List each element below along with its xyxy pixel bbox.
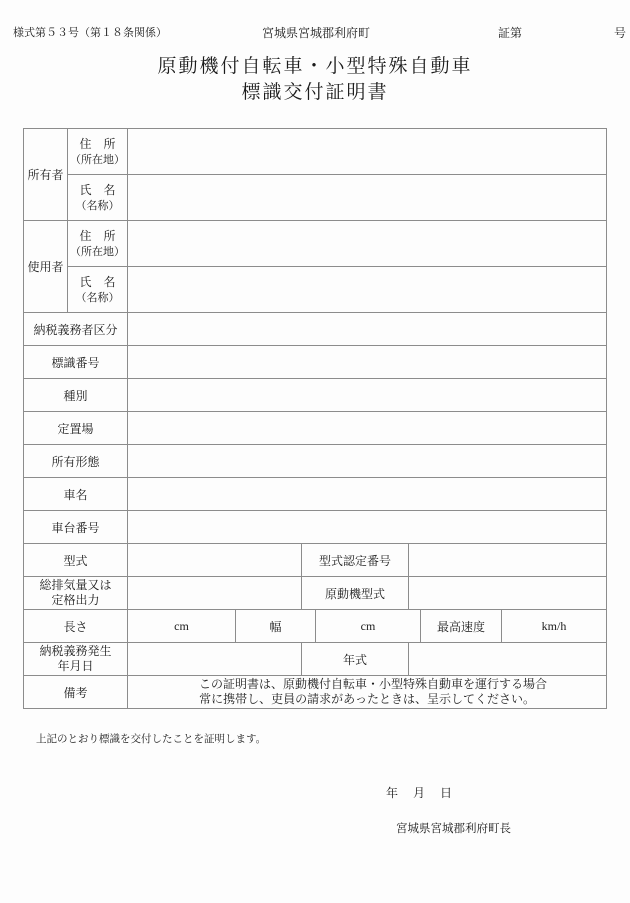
form-subtitle: 標識交付証明書 [241,82,389,103]
storage-location-value [128,412,607,445]
owner-name-value [128,175,607,221]
user-address-value [128,221,607,267]
chassis-number-value [128,511,607,544]
tax-obligation-date-value [128,643,302,676]
user-name-label [68,267,128,313]
row-label-model: 型式 [24,544,128,577]
displacement-label-line2: 定格出力 [51,593,100,607]
remarks-text-line1: この証明書は、原動機付自転車・小型特殊自動車を運行する場合 [187,677,548,691]
owner-address-label-line2: （所在地） [70,153,125,166]
row-label-model-approval-number: 型式認定番号 [302,544,409,577]
row-label-chassis-number: 車台番号 [24,511,128,544]
row-label-vehicle-type: 種別 [24,379,128,412]
plate-number-value [128,346,607,379]
cert-number-prefix: 証第 [498,26,523,40]
owner-address-label [68,129,128,175]
model-value [128,544,302,577]
owner-address-value [128,129,607,175]
tax-obligation-label-line2: 年月日 [57,659,94,673]
remarks-text [128,676,607,709]
row-label-model-year: 年式 [302,643,409,676]
vehicle-type-value [128,379,607,412]
main-form-table [23,128,607,709]
owner-address-label-line1: 住 所 [79,136,116,151]
owner-name-label [68,175,128,221]
vehicle-name-value [128,478,607,511]
user-name-label-line2: （名称） [75,291,120,304]
tax-obligation-label-line1: 納税義務発生 [39,644,112,658]
ownership-form-value [128,445,607,478]
row-label-storage-location: 定置場 [24,412,128,445]
row-label-max-speed: 最高速度 [421,610,502,643]
length-value-cm: cm [128,610,236,643]
row-label-displacement [24,577,128,610]
owner-name-label-line2: （名称） [75,199,120,212]
row-label-length: 長さ [24,610,128,643]
date-line: 年 月 日 [386,786,453,800]
cert-number-suffix: 号 [614,26,627,40]
mayor-signature-line: 宮城県宮城郡利府町長 [396,823,511,835]
form-number: 様式第５３号（第１８条関係） [13,27,167,39]
taxpayer-category-value [128,313,607,346]
model-approval-number-value [409,544,607,577]
row-label-ownership-form: 所有形態 [24,445,128,478]
model-year-value [409,643,607,676]
engine-model-value [409,577,607,610]
user-name-value [128,267,607,313]
user-address-label-line1: 住 所 [79,228,116,243]
row-label-user: 使用者 [24,221,68,313]
row-label-engine-model: 原動機型式 [302,577,409,610]
user-address-label-line2: （所在地） [70,245,125,258]
displacement-value [128,577,302,610]
user-name-label-line1: 氏 名 [79,274,116,289]
form-title: 原動機付自転車・小型特殊自動車 [157,56,473,77]
owner-name-label-line1: 氏 名 [79,182,116,197]
row-label-remarks: 備考 [24,676,128,709]
row-label-tax-obligation-date [24,643,128,676]
row-label-owner: 所有者 [24,129,68,221]
max-speed-value-kmh: km/h [502,610,607,643]
remarks-text-line2: 常に携帯し、吏員の請求があったときは、呈示してください。 [199,692,535,706]
displacement-label-line1: 総排気量又は [39,578,112,592]
user-address-label [68,221,128,267]
width-value-cm: cm [316,610,421,643]
row-label-taxpayer-category: 納税義務者区分 [24,313,128,346]
row-label-vehicle-name: 車名 [24,478,128,511]
municipality-name: 宮城県宮城郡利府町 [262,26,371,40]
row-label-plate-number: 標識番号 [24,346,128,379]
row-label-width: 幅 [236,610,316,643]
certification-note: 上記のとおり標識を交付したことを証明します。 [36,734,267,745]
